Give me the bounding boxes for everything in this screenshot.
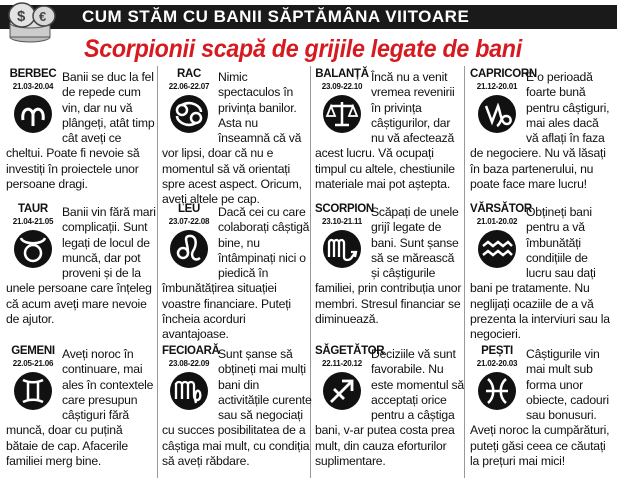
horoscope-leu: [162, 203, 312, 343]
sign-name: VĂRSĂTOR: [470, 203, 532, 215]
page-title: Scorpionii scapă de grijile legate de bani: [84, 35, 522, 63]
sign-dates: 23.07-22.08: [168, 217, 210, 226]
sign-name: FECIOARĂ: [162, 345, 220, 357]
horoscope-fecioara: [162, 345, 312, 469]
sign-text: Deciziile vă sunt favorabile. Nu este momentul să acceptați orice pentru a câștiga bani, v-ar putea costa prea mult, din cauza eforturilor suplimentare.: [315, 347, 464, 469]
sign-name: LEU: [177, 203, 201, 215]
svg-text:€: €: [39, 9, 47, 24]
section-kicker: CUM STĂM CU BANII SĂPTĂMÂNA VIITOARE: [82, 7, 470, 26]
sign-text: E o perioadă foarte bună pentru câștiguri, mai ales dacă vă aflați în faza de negociere. Nu vă lăsați în baza partenerului, nu poate face mare lucru!: [470, 70, 610, 192]
horoscope-gemeni: [6, 345, 156, 469]
sign-text: Scăpați de unele grijî legate de bani. Sunt șanse să se mărească și câștigurile familiei, prin contribuția unor membri. Stresul financiar se diminuează.: [315, 205, 462, 327]
sign-text: Banii se duc la fel de repede cum vin, dar nu vă plângeți, atât timp cât aveți ce cheltui. Poate fi nevoie să investiți în proiectele unor persoane dragi.: [6, 70, 155, 192]
sign-dates: 23.08-22.09: [168, 359, 210, 368]
sign-dates: 21.04-21.05: [12, 217, 54, 226]
sign-text: Obțineți bani pentru a vă îmbunătăți condițiile de lucru sau dați bani pe tratamente. Nu neglijați ocaziile de a vă prezenta la interviuri sau la negocieri.: [470, 205, 610, 342]
sign-text: Sunt șanse să obțineți mai mulți bani din activitățile curente sau să negociați cu succes posibilitatea de a câștiga mai mult, cu condiția să aveți răbdare.: [162, 347, 312, 469]
sign-text: Dacă cei cu care colaborați câștigă bine, nu întâmpinați nici o piedică în îmbunătățirea situației voastre financiare. Puteți încheia acorduri avantajoase.: [162, 205, 310, 342]
sign-dates: 21.01-20.02: [476, 217, 518, 226]
horoscope-berbec: [6, 68, 156, 192]
sign-dates: 21.12-20.01: [476, 82, 518, 91]
horoscope-varsator: [470, 203, 614, 343]
horoscope-sagetator: [315, 345, 465, 469]
sign-dates: 21.02-20.03: [476, 359, 518, 368]
column-divider: [157, 66, 158, 478]
svg-text:$: $: [17, 8, 26, 25]
sign-dates: 22.05-21.06: [12, 359, 54, 368]
sign-dates: 21.03-20.04: [12, 82, 54, 91]
sign-name: BERBEC: [9, 68, 57, 80]
sign-dates: 23.09-22.10: [321, 82, 363, 91]
sign-dates: 23.10-21.11: [321, 217, 363, 226]
horoscope-pesti: [470, 345, 614, 469]
sign-text: Aveți noroc în continuare, mai ales în contextele care presupun câștiguri fără muncă, doar cu puțină bătaie de cap. Afacerile familiei merg bine.: [6, 347, 154, 469]
horoscope-taur: [6, 203, 156, 327]
horoscope-scorpion: [315, 203, 465, 327]
sign-dates: 22.06-22.07: [168, 82, 210, 91]
sign-name: RAC: [176, 68, 201, 80]
horoscope-capricorn: [470, 68, 614, 192]
sign-name: BALANȚĂ: [315, 68, 369, 80]
sign-text: Câștigurile vin mai mult sub forma unor obiecte, cadouri sau bonusuri. Aveți noroc la cumpărături, puteți găsi ceea ce căutați la prețuri mai mici!: [470, 347, 610, 469]
sign-name: CAPRICORN: [470, 68, 537, 80]
coin-stack-icon: [2, 1, 58, 43]
horoscope-balanta: [315, 68, 465, 192]
sign-name: SCORPION: [315, 203, 374, 215]
sign-name: PEȘTI: [481, 345, 513, 357]
sign-dates: 22.11-20.12: [321, 359, 363, 368]
sign-name: GEMENI: [11, 345, 55, 357]
sign-text: Încă nu a venit vremea revenirii în privința câștigurilor, dar nu vă afectează acest lucru. Vă ocupați timpul cu altele, chestiunile materiale mai pot aștepta.: [315, 70, 455, 192]
sign-name: TAUR: [18, 203, 48, 215]
sign-text: Banii vin fără mari complicații. Sunt legați de locul de muncă, dar pot proveni și de la unele persoane care înțeleg că acum aveți mare nevoie de ajutor.: [6, 205, 156, 327]
horoscope-rac: [162, 68, 312, 208]
sign-name: SĂGETĂTOR: [315, 345, 385, 357]
sign-text: Nimic spectaculos în privința banilor. Asta nu înseamnă că vă vor lipsi, doar că nu e momentul să vă orientați spre acest aspect. Oricum, aveți altele pe cap.: [162, 70, 302, 207]
